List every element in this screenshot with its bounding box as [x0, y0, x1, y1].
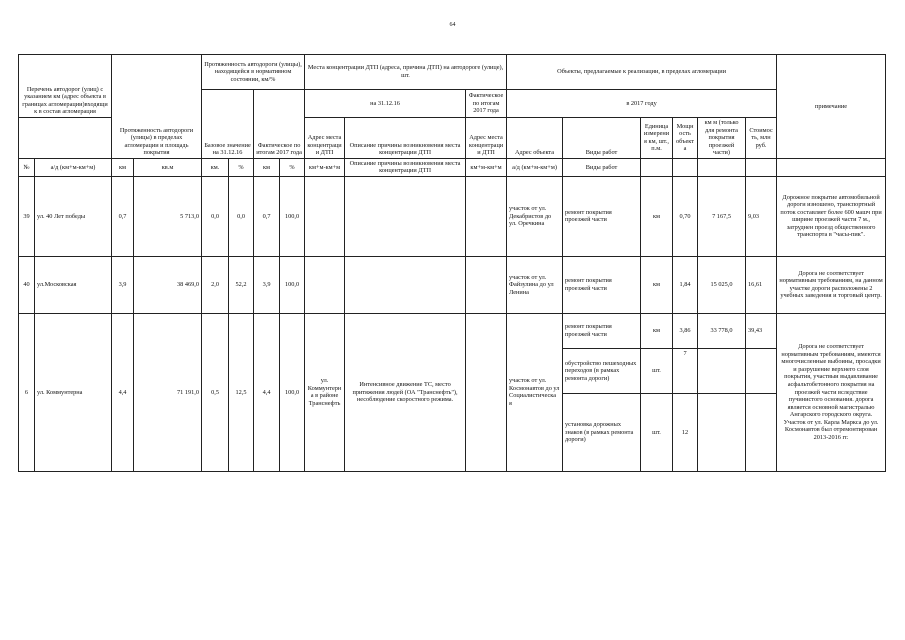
- unit-base-km: км.: [202, 158, 229, 176]
- work-type: ремонт покрытия проезжей части: [563, 176, 641, 256]
- capacity: 7: [673, 348, 698, 393]
- cost: 16,61: [746, 256, 777, 313]
- unit-conc-desc: Описание причины возникновения места концентрации ДТП: [345, 158, 466, 176]
- work-type: ремонт покрытия проезжей части: [563, 256, 641, 313]
- sqm-repair: [698, 393, 746, 471]
- capacity: 12: [673, 393, 698, 471]
- objects-group-header: Объекты, предлагаемые к реализации, в пределах агломерации: [507, 55, 777, 90]
- conc-description: Интенсивное движение ТС, место притяжения людей (ОА "Транснефть"), несоблюдение скоростного режима.: [345, 313, 466, 471]
- page-number: 64: [449, 22, 456, 28]
- fact-km: 3,9: [254, 256, 280, 313]
- road-length: 4,4: [112, 313, 134, 471]
- base-km: 0,5: [202, 313, 229, 471]
- row-number: 40: [19, 256, 35, 313]
- address-conc-header: Адрес места концентрации ДТП: [305, 118, 345, 159]
- km-repair-header: км м (только для ремонта покрытия проезжей части): [698, 118, 746, 159]
- road-objects-table: [18, 54, 886, 472]
- unit-conc1: км+м-км+м: [305, 158, 345, 176]
- sqm-repair: 15 025,0: [698, 256, 746, 313]
- capacity: 3,86: [673, 313, 698, 348]
- base-pct: 52,2: [229, 256, 254, 313]
- unit-base-pct: %: [229, 158, 254, 176]
- work-type: установка дорожных знаков (в рамках ремонта дороги): [563, 393, 641, 471]
- table-row: [19, 313, 886, 348]
- unit: км: [641, 176, 673, 256]
- remark: Дорога не соответствует нормативным требованиям, на данном участке дороги расположены 2 учебных заведения и торговый центр.: [777, 256, 886, 313]
- unit-km: км: [112, 158, 134, 176]
- object-address: участок от ул. Файзулина до ул Ленина: [507, 256, 563, 313]
- road-name: ул. 40 Лет победы: [35, 176, 112, 256]
- cost: 39,43: [746, 313, 777, 348]
- remark-header: примечание: [777, 55, 886, 159]
- unit: км: [641, 313, 673, 348]
- fact-pct: 100,0: [280, 313, 305, 471]
- base-pct: 0,0: [229, 176, 254, 256]
- work-type-header: Виды работ: [563, 118, 641, 159]
- unit: шт.: [641, 393, 673, 471]
- work-type: ремонт покрытия проезжей части: [563, 313, 641, 348]
- road-area: 38 469,0: [134, 256, 202, 313]
- unit-fact-pct: %: [280, 158, 305, 176]
- base-km: 2,0: [202, 256, 229, 313]
- unit-sqm: кв.м: [134, 158, 202, 176]
- sqm-repair: [698, 348, 746, 393]
- unit-no: №: [19, 158, 35, 176]
- work-type: обустройство пешеходных переходов (в рамках ремонта дороги): [563, 348, 641, 393]
- road-length: 0,7: [112, 176, 134, 256]
- fact-pct: 100,0: [280, 256, 305, 313]
- unit: шт.: [641, 348, 673, 393]
- unit-conc2: км+м-км+м: [466, 158, 507, 176]
- address-object-header: Адрес объекта: [507, 118, 563, 159]
- road-area: 71 191,0: [134, 313, 202, 471]
- capacity: 0,70: [673, 176, 698, 256]
- actual-2017-header: Фактическое по итогам 2017 года: [254, 90, 305, 159]
- unit-road-code: а/д (км+м-км+м): [35, 158, 112, 176]
- row-number: 6: [19, 313, 35, 471]
- table-row: [19, 256, 886, 313]
- road-area: 5 713,0: [134, 176, 202, 256]
- base-pct: 12,5: [229, 313, 254, 471]
- fact-km: 4,4: [254, 313, 280, 471]
- sqm-repair: 33 778,0: [698, 313, 746, 348]
- unit-header: Единица измерения км, шт., п.м.: [641, 118, 673, 159]
- fact-km: 0,7: [254, 176, 280, 256]
- as-of-date-header: на 31.12.16: [305, 90, 466, 118]
- address-conc2-header: Адрес места концентрации ДТП: [466, 118, 507, 159]
- object-address: участок от ул. Космонавтов до ул Социалистическа я: [507, 313, 563, 471]
- unit-work: Виды работ: [563, 158, 641, 176]
- capacity: 1,84: [673, 256, 698, 313]
- cost: [746, 348, 777, 393]
- road-length: 3,9: [112, 256, 134, 313]
- unit-fact-km: км: [254, 158, 280, 176]
- unit: км: [641, 256, 673, 313]
- fact-pct: 100,0: [280, 176, 305, 256]
- dtp-group-header: Места концентрации ДТП (адреса, причина ДТП) на автодороге (улице), шт.: [305, 55, 507, 90]
- unit-obj: а/д (км+м-км+м): [507, 158, 563, 176]
- road-name: ул.Московская: [35, 256, 112, 313]
- remark: Дорожное покрытие автомобильной дороги изношено, транспортный поток составляет более 600 машч при ширине проезжей части 7 м., затруднен проезд общественного транспорта в "часы-пик".: [777, 176, 886, 256]
- length-area-header: Протяженность автодороги (улицы) в пределах агломерации и площадь покрытия: [112, 55, 202, 159]
- cost-header: Стоимость, млн руб.: [746, 118, 777, 159]
- capacity-header: Мощность объекта: [673, 118, 698, 159]
- conc-address: ул. Коммунтерна в районе Транснефть: [305, 313, 345, 471]
- road-list-header: Перечень автодорог (улиц) с указанием км (адрес объекта в границах агломерации)входящи к в состав агломерация: [19, 55, 112, 118]
- actual-2017-dtp-header: Фактическое по итогам 2017 года: [466, 90, 507, 118]
- road-name: ул. Коммунтерна: [35, 313, 112, 471]
- table-row: [19, 176, 886, 256]
- description-header: Описание причины возникновения места концентрации ДТП: [345, 118, 466, 159]
- year-2017-header: в 2017 году: [507, 90, 777, 118]
- base-value-header: Базовое значение на 31.12.16: [202, 90, 254, 159]
- remark: Дорога не соответствует нормативным требованиям, имеются многочисленные выбоины, просадки и разрушение верхнего слоя покрытия, участвыи выдавливание асфальтобетонного покрытия на проезжей части вследствие пучинистого основания. дорога является основной магистралью Ангарского городского округа. Участок от ул. Карла Маркса до ул. Космонавтов был отремонтирован 2013-2016 гг.: [777, 313, 886, 471]
- base-km: 0,0: [202, 176, 229, 256]
- sqm-repair: 7 167,5: [698, 176, 746, 256]
- road-length-group-header: Протяженность автодороги (улицы), находящейся в нормативном состоянии, км/%: [202, 55, 305, 90]
- object-address: участок от ул. Декабристов до ул. Оречкина: [507, 176, 563, 256]
- cost: [746, 393, 777, 471]
- row-number: 39: [19, 176, 35, 256]
- cost: 9,03: [746, 176, 777, 256]
